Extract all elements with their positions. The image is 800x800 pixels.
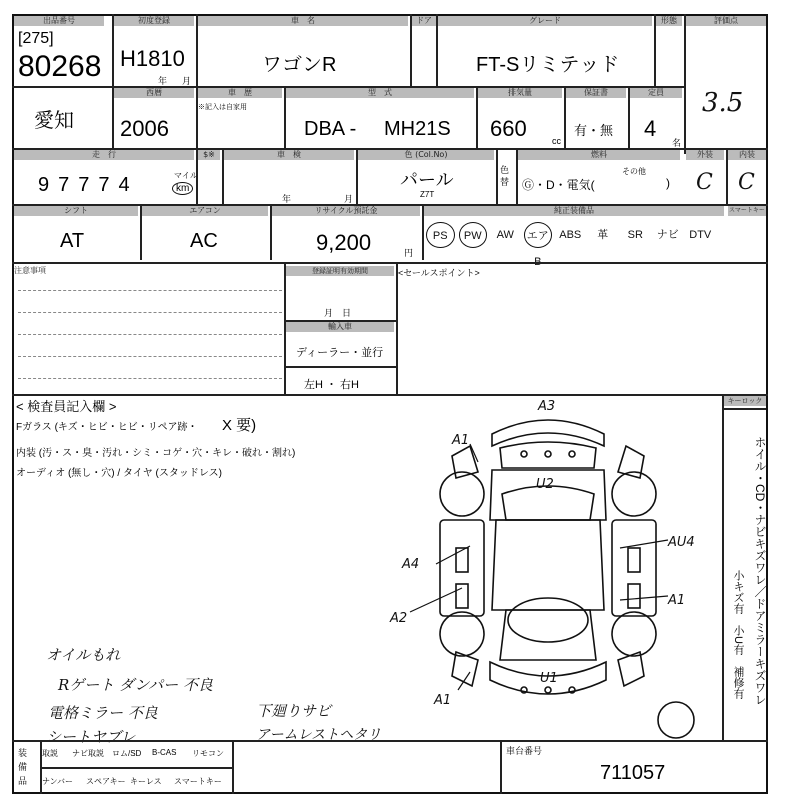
interior-label: 内装 <box>728 150 766 160</box>
lot-number: 80268 <box>18 50 102 83</box>
model-prefix: DBA - <box>304 118 357 140</box>
sales-point-label: <セールスポイント> <box>398 268 480 278</box>
year-value: 2006 <box>120 116 169 141</box>
rule-line <box>18 378 282 379</box>
grade-label: グレード <box>438 16 652 26</box>
inspector-title: < 検査員記入欄 > <box>16 399 117 414</box>
recycle-unit: 円 <box>404 248 414 258</box>
equipment-check-item: B-CAS <box>152 748 177 757</box>
interior-line: 内装 (汚・ス・臭・汚れ・シミ・コゲ・穴・キレ・破れ・割れ) <box>16 448 296 459</box>
row-divider <box>12 394 768 396</box>
exterior-label: 外装 <box>686 150 724 160</box>
vertical-note-2: 小キズ有 小U有 補修有 <box>732 570 744 699</box>
equipment-item: ナビ <box>656 229 679 241</box>
note-oil-leak: オイルもれ <box>46 646 121 664</box>
exterior: C <box>696 170 713 195</box>
chassis-number: 711057 <box>600 762 666 784</box>
year-mark: 年 <box>158 76 168 86</box>
import-value: ディーラー・並行 <box>296 347 384 359</box>
fuel-value: Ⓖ・D・電気( <box>522 178 595 192</box>
warranty-value: 有・無 <box>574 123 614 138</box>
model-code: MH21S <box>384 118 451 140</box>
ac-label: エアコン <box>142 206 268 216</box>
score-label: 評価点 <box>686 16 766 26</box>
equipment-check-item: キーレス <box>130 777 162 786</box>
row-divider <box>12 262 768 264</box>
mark-a2: A2 <box>390 611 408 626</box>
prefecture: 愛知 <box>34 110 74 132</box>
recycle-label: リサイクル預託金 <box>272 206 420 216</box>
capacity-label: 定員 <box>630 88 682 98</box>
divider <box>500 740 502 794</box>
equipment-item: エアB <box>524 222 553 248</box>
mileage-digit: 9 <box>38 174 59 196</box>
rule-line <box>18 356 282 357</box>
shift-label: シフト <box>14 206 138 216</box>
mark-au4: AU4 <box>668 535 695 550</box>
color: パール <box>400 170 454 190</box>
audio-line: オーディオ (無し・穴) / タイヤ (スタッドレス) <box>16 468 222 479</box>
interior: C <box>738 170 755 195</box>
rule-line <box>18 334 282 335</box>
mileage-digit: 7 <box>98 174 119 196</box>
equipment-item: DTV <box>689 229 712 241</box>
equipment-check-item: スマートキー <box>174 777 222 786</box>
glass-line: Fガラス (キズ・ヒビ・ヒビ・リペア跡・ <box>16 422 198 433</box>
vertical-note-1: ホイル・CD・ナビキズワレ／ドアミラーキズワレ <box>753 436 767 706</box>
lot-label: 出品番号 <box>14 16 104 26</box>
divider <box>396 262 398 394</box>
divider <box>40 767 232 769</box>
month-day: 月 日 <box>324 308 352 318</box>
mark-u2: U2 <box>536 477 554 492</box>
grade: FT-Sリミテッド <box>476 54 620 76</box>
first-reg-value: H1810 <box>120 46 185 71</box>
mileage-label: 走 行 <box>14 150 194 160</box>
note-armrest: アームレストヘタリ <box>256 727 382 743</box>
mark-a1-front: A1 <box>452 433 470 448</box>
glass-mark: X 要) <box>222 417 257 434</box>
fuel-close: ) <box>666 176 670 190</box>
score: 3.5 <box>702 88 744 118</box>
import-label: 輸入車 <box>286 322 394 332</box>
equipment-item: 革 <box>597 229 609 241</box>
divider <box>684 14 686 154</box>
capacity: 4 <box>644 116 657 141</box>
car-name-label: 車 名 <box>198 16 408 26</box>
divider <box>724 408 766 410</box>
divider <box>496 148 498 204</box>
color-change-label: 色替 <box>500 165 510 187</box>
equipment-check-item: ナンバー <box>42 777 74 786</box>
history-note: ※記入は自家用 <box>198 104 247 111</box>
divider <box>232 740 234 794</box>
divider <box>722 394 724 740</box>
shift: AT <box>60 230 85 252</box>
lot-bracket: [275] <box>18 30 54 47</box>
inspection-year: 年 <box>282 194 292 204</box>
equipment-check-item: ナビ取説 <box>72 749 104 758</box>
note-underbody-rust: 下廻りサビ <box>256 702 332 720</box>
equipment-side-label: 装備品 <box>18 748 28 786</box>
caution-label: 注意事項 <box>14 266 284 276</box>
equipment-item: ABS <box>559 229 582 241</box>
fuel-label: 燃料 <box>518 150 680 160</box>
inspection-month: 月 <box>344 194 354 204</box>
capacity-unit: 名 <box>672 138 682 148</box>
rule-line <box>18 312 282 313</box>
history-label: 車 歴 <box>198 88 282 98</box>
mark-a1-side: A1 <box>668 593 686 608</box>
equipment-check-item: 取説 <box>42 749 58 758</box>
month-mark: 月 <box>182 76 192 86</box>
equipment-item: PS <box>426 222 455 248</box>
warranty-label: 保証書 <box>566 88 626 98</box>
mileage-digit: 7 <box>58 174 79 196</box>
inspection-label: 車 検 <box>224 150 354 160</box>
first-reg-label: 初度登録 <box>114 16 194 26</box>
mileage-digit: 7 <box>78 174 99 196</box>
row-divider <box>12 740 768 742</box>
year-label: 西暦 <box>114 88 194 98</box>
note-mirror: 電格ミラー 不良 <box>48 704 158 722</box>
equipment-item: SR <box>627 229 643 241</box>
mileage-unit-miles: マイル <box>174 171 198 180</box>
equipment-check-item: スペアキー <box>86 777 126 786</box>
mileage-digit: 4 <box>118 174 139 196</box>
equipment-item: PW <box>459 222 488 248</box>
color-code: Z7T <box>420 190 435 199</box>
mileage-unit-km: km <box>172 182 193 195</box>
keylock-label: キーロック <box>724 396 766 406</box>
mark-u1: U1 <box>540 671 558 686</box>
door-label: ドア <box>412 16 436 26</box>
note-rear-gate: Rゲート ダンパー 不良 <box>58 676 213 694</box>
divider <box>284 366 396 368</box>
mark-a1-rear: A1 <box>434 693 452 708</box>
color-label: 色 (Col.No) <box>358 150 494 160</box>
reg-label: 登録証明有効期間 <box>286 266 394 276</box>
displacement: 660 <box>490 116 527 141</box>
equipment-check-item: ロム/SD <box>112 749 142 758</box>
shape-label: 形態 <box>656 16 682 26</box>
model-label: 型 式 <box>286 88 474 98</box>
unit-label: $※ <box>198 150 220 160</box>
rule-line <box>18 290 282 291</box>
equipment-check-item: リモコン <box>192 749 224 758</box>
equipment-item: AW <box>496 229 514 241</box>
fuel-other: その他 <box>622 167 646 176</box>
recycle-fee: 9,200 <box>316 230 372 255</box>
mark-a3: A3 <box>538 399 556 414</box>
steering: 左H ・ 右H <box>304 379 359 391</box>
equipment-label: 純正装備品 <box>424 206 724 216</box>
smartkey-label: スマートキー <box>729 207 765 214</box>
chassis-label: 車台番号 <box>506 746 543 756</box>
car-name: ワゴンR <box>262 54 337 76</box>
ac: AC <box>190 230 218 252</box>
cc-unit: cc <box>552 136 561 146</box>
mileage-digits <box>38 174 139 197</box>
note-seat: シートヤブレ <box>46 728 136 746</box>
displacement-label: 排気量 <box>478 88 562 98</box>
mark-a4: A4 <box>402 557 420 572</box>
